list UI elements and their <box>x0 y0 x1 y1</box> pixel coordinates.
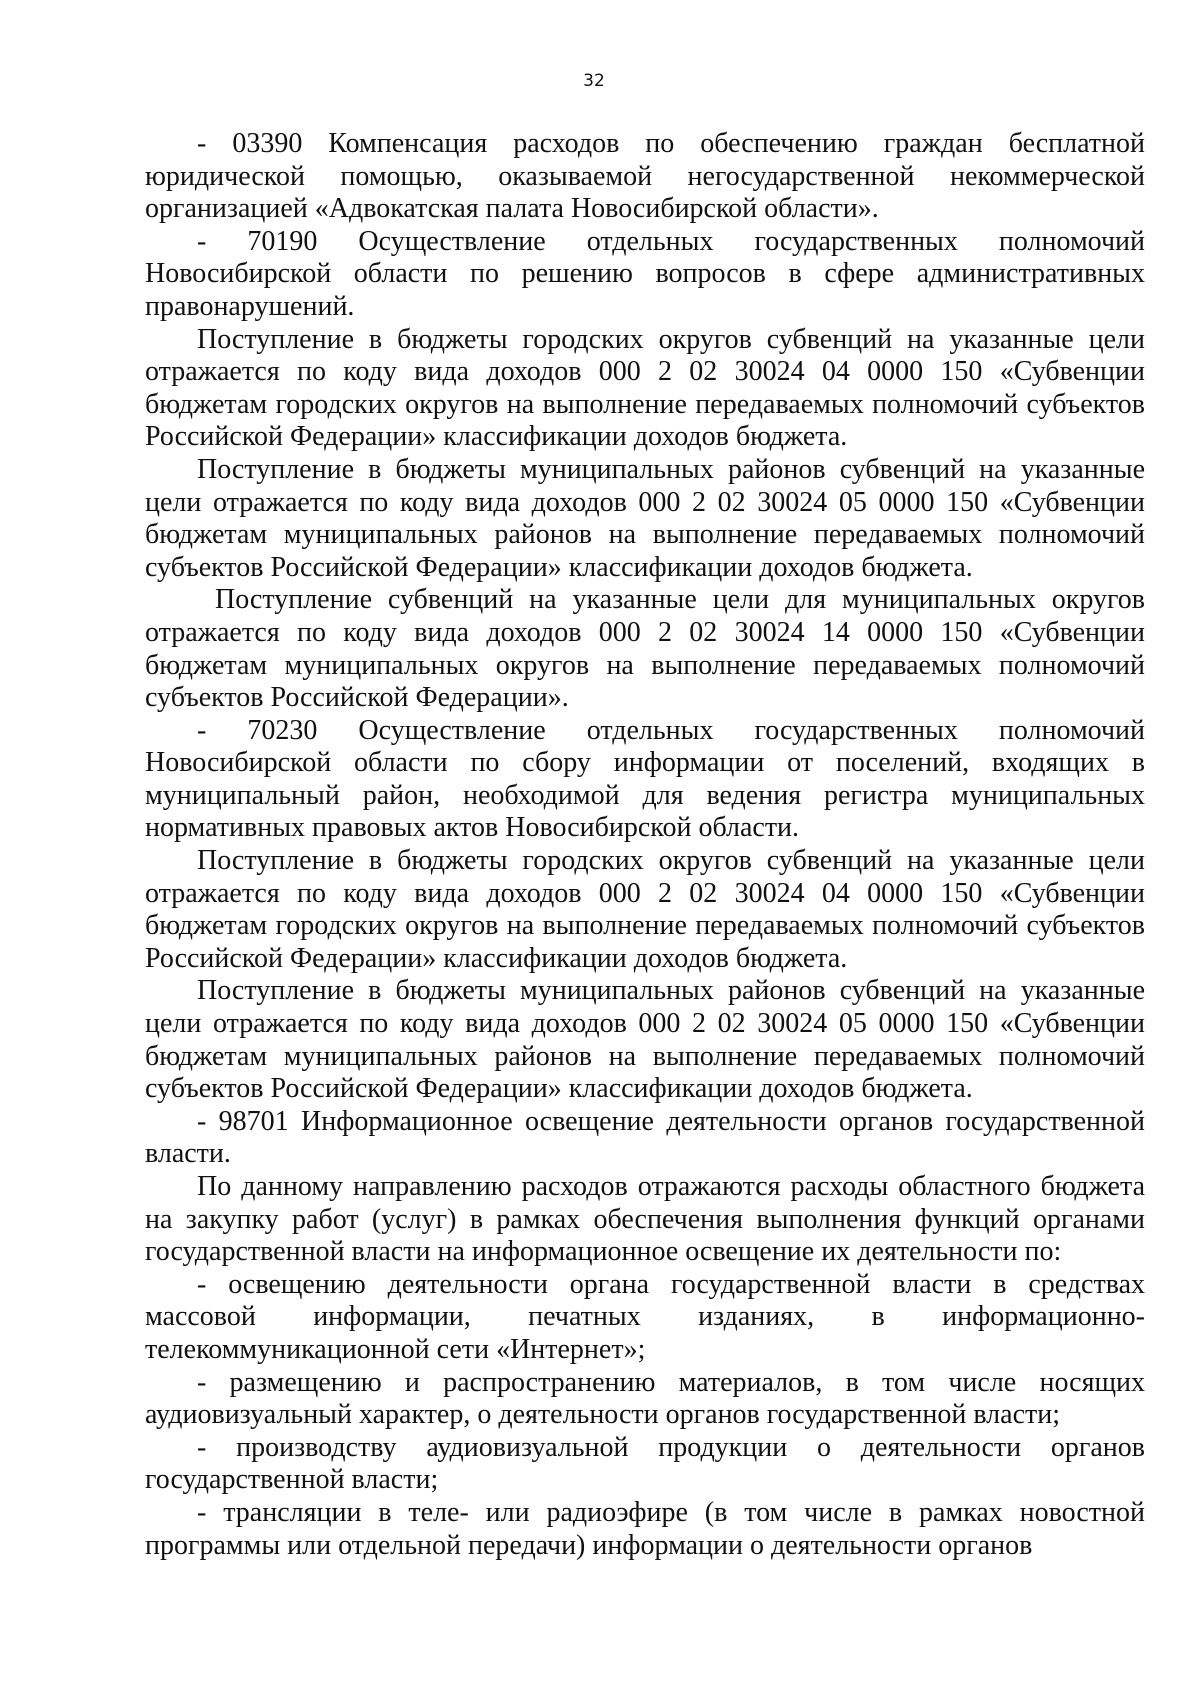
document-body <box>145 128 1145 1562</box>
paragraph-98701: - 98701 Информационное освещение деятельности органов государственной власти. <box>145 1105 1145 1170</box>
page-number: 32 <box>583 71 605 91</box>
list-item-media-coverage: - освещению деятельности органа государственной власти в средствах массовой информации, печатных изданиях, в информационно-телекоммуникационной сети «Интернет»; <box>145 1268 1145 1365</box>
paragraph-70190: - 70190 Осуществление отдельных государственных полномочий Новосибирской области по решению вопросов в сфере административных правонарушений. <box>145 225 1145 322</box>
paragraph-70230: - 70230 Осуществление отдельных государственных полномочий Новосибирской области по сбору информации от поселений, входящих в муниципальный район, необходимой для ведения регистра муниципальных нормативных правовых актов Новосибирской области. <box>145 714 1145 844</box>
paragraph-city-districts-70190: Поступление в бюджеты городских округов субвенций на указанные цели отражается по коду вида доходов 000 2 02 30024 04 0000 150 «Субвенции бюджетам городских округов на выполнение передаваемых полномочий субъектов Российской Федерации» классификации доходов бюджета. <box>145 323 1145 453</box>
paragraph-municipal-okrugs-70190: Поступление субвенций на указанные цели для муниципальных округов отражается по коду вида доходов 000 2 02 30024 14 0000 150 «Субвенции бюджетам муниципальных округов на выполнение передаваемых полномочий субъектов Российской Федерации». <box>145 584 1145 714</box>
paragraph-03390: - 03390 Компенсация расходов по обеспечению граждан бесплатной юридической помощью, оказываемой негосударственной некоммерческой организацией «Адвокатская палата Новосибирской области». <box>145 128 1145 225</box>
paragraph-municipal-regions-70230: Поступление в бюджеты муниципальных районов субвенций на указанные цели отражается по коду вида доходов 000 2 02 30024 05 0000 150 «Субвенции бюджетам муниципальных районов на выполнение передаваемых полномочий субъектов Российской Федерации» классификации доходов бюджета. <box>145 975 1145 1105</box>
list-item-audiovisual-production: - производству аудиовизуальной продукции о деятельности органов государственной власти; <box>145 1431 1145 1496</box>
list-item-materials-distribution: - размещению и распространению материалов, в том числе носящих аудиовизуальный характер, о деятельности органов государственной власти; <box>145 1366 1145 1431</box>
paragraph-98701-description: По данному направлению расходов отражаются расходы областного бюджета на закупку работ (услуг) в рамках обеспечения выполнения функций органами государственной власти на информационное освещение их деятельности по: <box>145 1171 1145 1268</box>
list-item-broadcasting: - трансляции в теле- или радиоэфире (в том числе в рамках новостной программы или отдельной передачи) информации о деятельности органов <box>145 1496 1145 1561</box>
paragraph-city-districts-70230: Поступление в бюджеты городских округов субвенций на указанные цели отражается по коду вида доходов 000 2 02 30024 04 0000 150 «Субвенции бюджетам городских округов на выполнение передаваемых полномочий субъектов Российской Федерации» классификации доходов бюджета. <box>145 845 1145 974</box>
paragraph-municipal-regions-70190: Поступление в бюджеты муниципальных районов субвенций на указанные цели отражается по коду вида доходов 000 2 02 30024 05 0000 150 «Субвенции бюджетам муниципальных районов на выполнение передаваемых полномочий субъектов Российской Федерации» классификации доходов бюджета. <box>145 453 1145 583</box>
